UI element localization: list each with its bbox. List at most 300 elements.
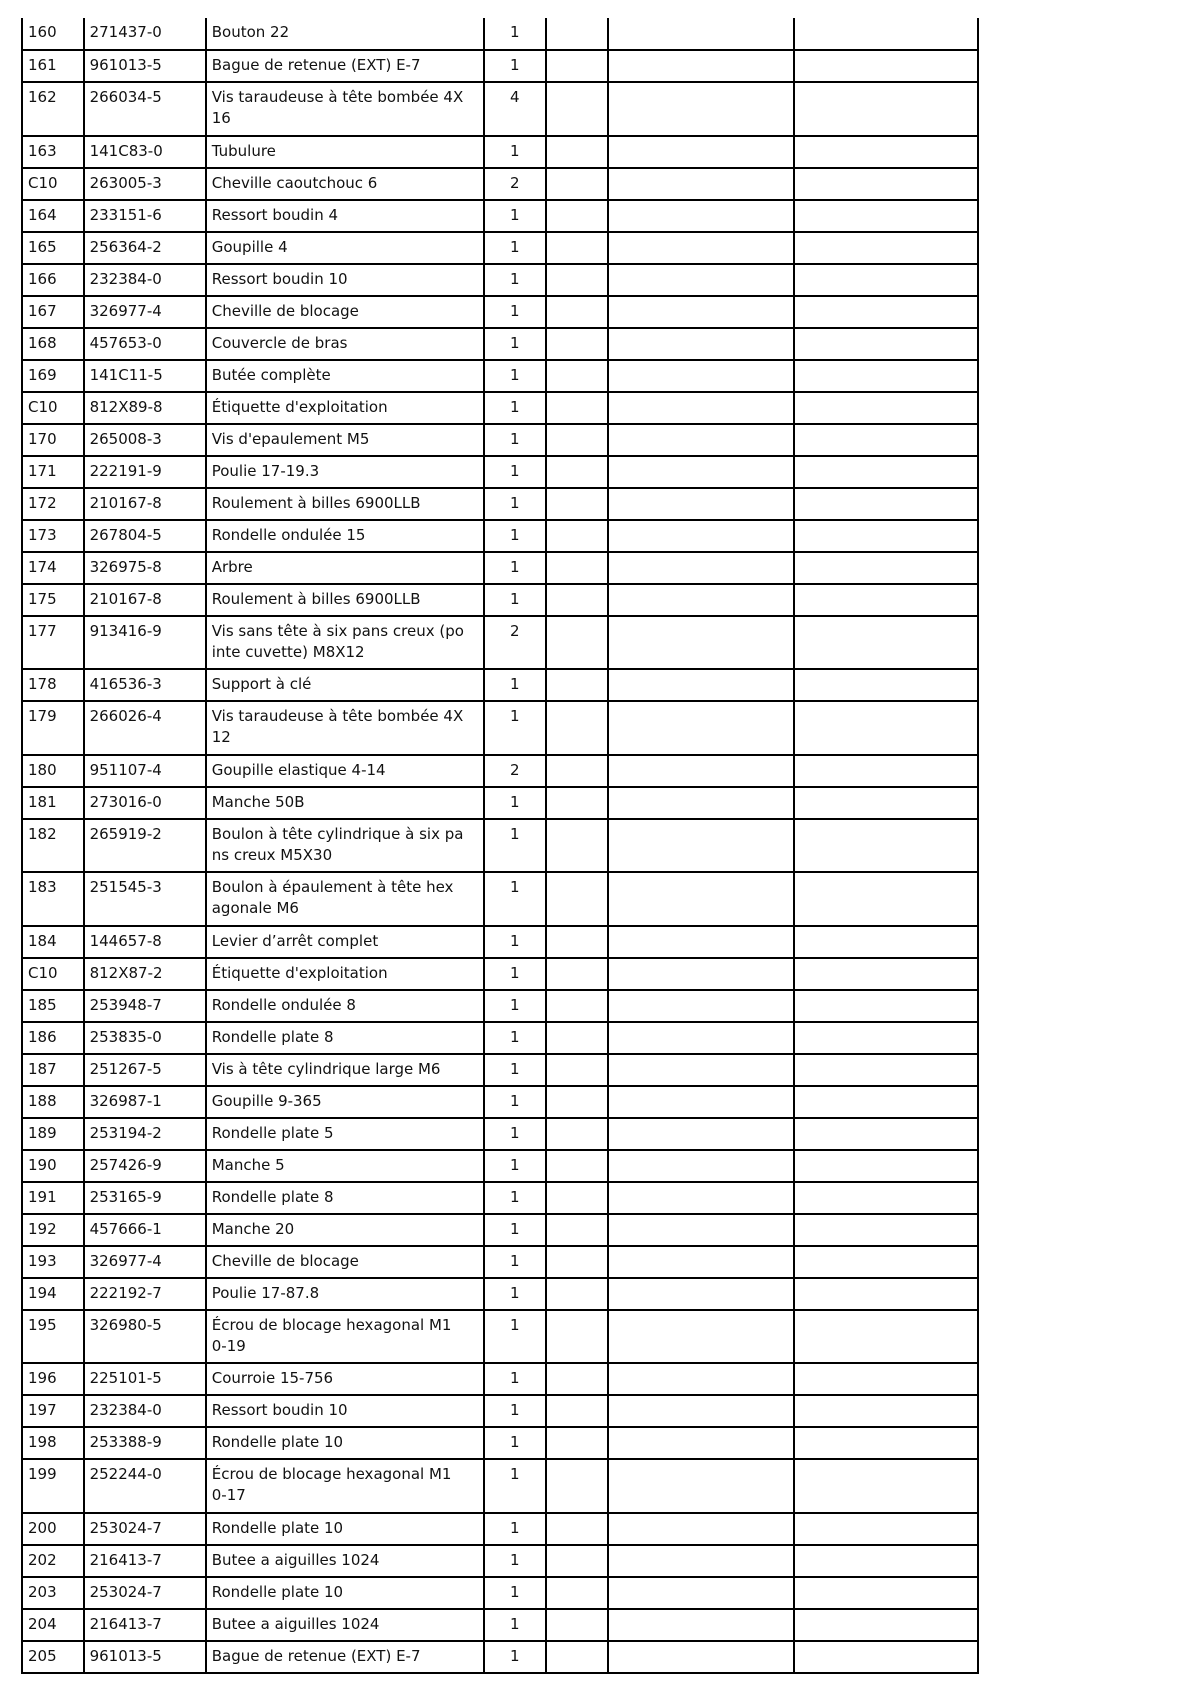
quantity-cell: 2 bbox=[484, 616, 546, 670]
item-number-cell: 185 bbox=[22, 990, 84, 1022]
empty-cell bbox=[794, 1214, 978, 1246]
description-cell: Rondelle plate 8 bbox=[206, 1022, 484, 1054]
quantity-cell: 1 bbox=[484, 18, 546, 50]
item-number-cell: C10 bbox=[22, 958, 84, 990]
description-cell: Bague de retenue (EXT) E-7 bbox=[206, 50, 484, 82]
empty-cell bbox=[546, 456, 609, 488]
quantity-cell: 1 bbox=[484, 1577, 546, 1609]
empty-cell bbox=[794, 200, 978, 232]
part-number-cell: 253948-7 bbox=[84, 990, 206, 1022]
description-cell: Butee a aiguilles 1024 bbox=[206, 1545, 484, 1577]
part-number-cell: 222192-7 bbox=[84, 1278, 206, 1310]
empty-cell bbox=[794, 360, 978, 392]
description-cell: Support à clé bbox=[206, 669, 484, 701]
description-cell: Goupille 4 bbox=[206, 232, 484, 264]
empty-cell bbox=[546, 755, 609, 787]
description-cell: Vis à tête cylindrique large M6 bbox=[206, 1054, 484, 1086]
table-row bbox=[22, 82, 978, 136]
table-row bbox=[22, 958, 978, 990]
quantity-cell: 1 bbox=[484, 424, 546, 456]
quantity-cell: 1 bbox=[484, 296, 546, 328]
empty-cell bbox=[546, 1459, 609, 1513]
empty-cell bbox=[794, 926, 978, 958]
item-number-cell: 169 bbox=[22, 360, 84, 392]
part-number-cell: 257426-9 bbox=[84, 1150, 206, 1182]
quantity-cell: 1 bbox=[484, 232, 546, 264]
empty-cell bbox=[794, 264, 978, 296]
description-cell: Ressort boudin 10 bbox=[206, 1395, 484, 1427]
table-row bbox=[22, 1214, 978, 1246]
empty-cell bbox=[546, 50, 609, 82]
description-cell: Ressort boudin 4 bbox=[206, 200, 484, 232]
description-cell: Vis taraudeuse à tête bombée 4X 16 bbox=[206, 82, 484, 136]
table-row bbox=[22, 136, 978, 168]
empty-cell bbox=[794, 1363, 978, 1395]
empty-cell bbox=[608, 926, 794, 958]
quantity-cell: 1 bbox=[484, 1278, 546, 1310]
empty-cell bbox=[794, 392, 978, 424]
empty-cell bbox=[608, 136, 794, 168]
table-row bbox=[22, 1427, 978, 1459]
part-number-cell: 233151-6 bbox=[84, 200, 206, 232]
item-number-cell: 180 bbox=[22, 755, 84, 787]
empty-cell bbox=[546, 1641, 609, 1673]
empty-cell bbox=[794, 1513, 978, 1545]
empty-cell bbox=[794, 1459, 978, 1513]
description-cell: Rondelle plate 10 bbox=[206, 1513, 484, 1545]
description-cell: Bouton 22 bbox=[206, 18, 484, 50]
item-number-cell: 174 bbox=[22, 552, 84, 584]
empty-cell bbox=[794, 1182, 978, 1214]
empty-cell bbox=[608, 1022, 794, 1054]
table-row bbox=[22, 755, 978, 787]
quantity-cell: 1 bbox=[484, 701, 546, 755]
empty-cell bbox=[794, 552, 978, 584]
item-number-cell: 200 bbox=[22, 1513, 84, 1545]
empty-cell bbox=[608, 1545, 794, 1577]
part-number-cell: 913416-9 bbox=[84, 616, 206, 670]
description-cell: Poulie 17-19.3 bbox=[206, 456, 484, 488]
quantity-cell: 1 bbox=[484, 1310, 546, 1364]
empty-cell bbox=[794, 1118, 978, 1150]
description-cell: Manche 50B bbox=[206, 787, 484, 819]
part-number-cell: 326977-4 bbox=[84, 296, 206, 328]
empty-cell bbox=[608, 264, 794, 296]
item-number-cell: 170 bbox=[22, 424, 84, 456]
empty-cell bbox=[794, 701, 978, 755]
item-number-cell: 205 bbox=[22, 1641, 84, 1673]
description-cell: Manche 5 bbox=[206, 1150, 484, 1182]
description-cell: Cheville de blocage bbox=[206, 296, 484, 328]
description-cell: Butee a aiguilles 1024 bbox=[206, 1609, 484, 1641]
item-number-cell: 183 bbox=[22, 872, 84, 926]
empty-cell bbox=[608, 82, 794, 136]
description-cell: Manche 20 bbox=[206, 1214, 484, 1246]
part-number-cell: 266034-5 bbox=[84, 82, 206, 136]
empty-cell bbox=[608, 424, 794, 456]
empty-cell bbox=[608, 990, 794, 1022]
description-cell: Boulon à tête cylindrique à six pa ns creux M5X30 bbox=[206, 819, 484, 873]
empty-cell bbox=[794, 168, 978, 200]
part-number-cell: 222191-9 bbox=[84, 456, 206, 488]
quantity-cell: 1 bbox=[484, 1022, 546, 1054]
quantity-cell: 1 bbox=[484, 669, 546, 701]
part-number-cell: 812X89-8 bbox=[84, 392, 206, 424]
parts-table bbox=[21, 18, 979, 1674]
empty-cell bbox=[608, 1609, 794, 1641]
part-number-cell: 266026-4 bbox=[84, 701, 206, 755]
empty-cell bbox=[546, 328, 609, 360]
empty-cell bbox=[608, 488, 794, 520]
item-number-cell: 172 bbox=[22, 488, 84, 520]
description-cell: Levier d’arrêt complet bbox=[206, 926, 484, 958]
item-number-cell: 181 bbox=[22, 787, 84, 819]
empty-cell bbox=[794, 669, 978, 701]
parts-table-body bbox=[22, 18, 978, 1673]
description-cell: Rondelle plate 5 bbox=[206, 1118, 484, 1150]
item-number-cell: 204 bbox=[22, 1609, 84, 1641]
quantity-cell: 1 bbox=[484, 1086, 546, 1118]
empty-cell bbox=[546, 1118, 609, 1150]
empty-cell bbox=[546, 296, 609, 328]
part-number-cell: 251545-3 bbox=[84, 872, 206, 926]
table-row bbox=[22, 424, 978, 456]
table-row bbox=[22, 1459, 978, 1513]
quantity-cell: 4 bbox=[484, 82, 546, 136]
description-cell: Rondelle ondulée 8 bbox=[206, 990, 484, 1022]
item-number-cell: 161 bbox=[22, 50, 84, 82]
empty-cell bbox=[794, 872, 978, 926]
empty-cell bbox=[546, 787, 609, 819]
part-number-cell: 141C11-5 bbox=[84, 360, 206, 392]
table-row bbox=[22, 1395, 978, 1427]
empty-cell bbox=[546, 1278, 609, 1310]
empty-cell bbox=[546, 958, 609, 990]
description-cell: Écrou de blocage hexagonal M1 0-19 bbox=[206, 1310, 484, 1364]
table-row bbox=[22, 1118, 978, 1150]
part-number-cell: 252244-0 bbox=[84, 1459, 206, 1513]
table-row bbox=[22, 232, 978, 264]
part-number-cell: 326987-1 bbox=[84, 1086, 206, 1118]
description-cell: Courroie 15-756 bbox=[206, 1363, 484, 1395]
part-number-cell: 256364-2 bbox=[84, 232, 206, 264]
empty-cell bbox=[608, 1054, 794, 1086]
table-row bbox=[22, 1246, 978, 1278]
empty-cell bbox=[608, 1577, 794, 1609]
part-number-cell: 253388-9 bbox=[84, 1427, 206, 1459]
empty-cell bbox=[608, 360, 794, 392]
quantity-cell: 1 bbox=[484, 1363, 546, 1395]
item-number-cell: 193 bbox=[22, 1246, 84, 1278]
quantity-cell: 1 bbox=[484, 1214, 546, 1246]
item-number-cell: C10 bbox=[22, 168, 84, 200]
table-row bbox=[22, 1577, 978, 1609]
description-cell: Butée complète bbox=[206, 360, 484, 392]
item-number-cell: 164 bbox=[22, 200, 84, 232]
empty-cell bbox=[608, 1182, 794, 1214]
table-row bbox=[22, 552, 978, 584]
quantity-cell: 1 bbox=[484, 488, 546, 520]
empty-cell bbox=[608, 1278, 794, 1310]
empty-cell bbox=[608, 819, 794, 873]
empty-cell bbox=[794, 456, 978, 488]
item-number-cell: 188 bbox=[22, 1086, 84, 1118]
item-number-cell: 182 bbox=[22, 819, 84, 873]
description-cell: Rondelle plate 10 bbox=[206, 1577, 484, 1609]
part-number-cell: 141C83-0 bbox=[84, 136, 206, 168]
item-number-cell: 190 bbox=[22, 1150, 84, 1182]
description-cell: Bague de retenue (EXT) E-7 bbox=[206, 1641, 484, 1673]
part-number-cell: 253024-7 bbox=[84, 1577, 206, 1609]
empty-cell bbox=[794, 1278, 978, 1310]
empty-cell bbox=[546, 136, 609, 168]
empty-cell bbox=[546, 1363, 609, 1395]
item-number-cell: C10 bbox=[22, 392, 84, 424]
quantity-cell: 2 bbox=[484, 168, 546, 200]
empty-cell bbox=[794, 819, 978, 873]
part-number-cell: 326977-4 bbox=[84, 1246, 206, 1278]
quantity-cell: 1 bbox=[484, 1545, 546, 1577]
item-number-cell: 187 bbox=[22, 1054, 84, 1086]
empty-cell bbox=[608, 787, 794, 819]
part-number-cell: 253024-7 bbox=[84, 1513, 206, 1545]
quantity-cell: 1 bbox=[484, 990, 546, 1022]
empty-cell bbox=[608, 1363, 794, 1395]
table-row bbox=[22, 1278, 978, 1310]
empty-cell bbox=[608, 616, 794, 670]
quantity-cell: 1 bbox=[484, 958, 546, 990]
empty-cell bbox=[794, 1427, 978, 1459]
part-number-cell: 263005-3 bbox=[84, 168, 206, 200]
part-number-cell: 232384-0 bbox=[84, 1395, 206, 1427]
empty-cell bbox=[608, 18, 794, 50]
table-row bbox=[22, 456, 978, 488]
empty-cell bbox=[608, 584, 794, 616]
quantity-cell: 1 bbox=[484, 456, 546, 488]
empty-cell bbox=[546, 264, 609, 296]
empty-cell bbox=[546, 392, 609, 424]
description-cell: Vis taraudeuse à tête bombée 4X 12 bbox=[206, 701, 484, 755]
empty-cell bbox=[794, 82, 978, 136]
quantity-cell: 1 bbox=[484, 1395, 546, 1427]
item-number-cell: 186 bbox=[22, 1022, 84, 1054]
part-number-cell: 273016-0 bbox=[84, 787, 206, 819]
description-cell: Ressort boudin 10 bbox=[206, 264, 484, 296]
empty-cell bbox=[546, 1214, 609, 1246]
item-number-cell: 177 bbox=[22, 616, 84, 670]
empty-cell bbox=[608, 456, 794, 488]
description-cell: Vis d'epaulement M5 bbox=[206, 424, 484, 456]
quantity-cell: 1 bbox=[484, 1609, 546, 1641]
quantity-cell: 1 bbox=[484, 926, 546, 958]
empty-cell bbox=[794, 1545, 978, 1577]
empty-cell bbox=[608, 958, 794, 990]
item-number-cell: 199 bbox=[22, 1459, 84, 1513]
item-number-cell: 167 bbox=[22, 296, 84, 328]
empty-cell bbox=[794, 958, 978, 990]
empty-cell bbox=[608, 520, 794, 552]
table-row bbox=[22, 1363, 978, 1395]
empty-cell bbox=[794, 584, 978, 616]
empty-cell bbox=[608, 328, 794, 360]
part-number-cell: 326975-8 bbox=[84, 552, 206, 584]
empty-cell bbox=[794, 1310, 978, 1364]
empty-cell bbox=[794, 1641, 978, 1673]
item-number-cell: 163 bbox=[22, 136, 84, 168]
quantity-cell: 1 bbox=[484, 1150, 546, 1182]
part-number-cell: 812X87-2 bbox=[84, 958, 206, 990]
empty-cell bbox=[546, 1577, 609, 1609]
item-number-cell: 192 bbox=[22, 1214, 84, 1246]
table-row bbox=[22, 1310, 978, 1364]
empty-cell bbox=[794, 488, 978, 520]
description-cell: Boulon à épaulement à tête hex agonale M6 bbox=[206, 872, 484, 926]
quantity-cell: 1 bbox=[484, 552, 546, 584]
item-number-cell: 189 bbox=[22, 1118, 84, 1150]
empty-cell bbox=[546, 616, 609, 670]
empty-cell bbox=[608, 392, 794, 424]
quantity-cell: 1 bbox=[484, 1182, 546, 1214]
table-row bbox=[22, 819, 978, 873]
description-cell: Goupille elastique 4-14 bbox=[206, 755, 484, 787]
part-number-cell: 267804-5 bbox=[84, 520, 206, 552]
empty-cell bbox=[608, 1310, 794, 1364]
empty-cell bbox=[546, 872, 609, 926]
item-number-cell: 178 bbox=[22, 669, 84, 701]
quantity-cell: 1 bbox=[484, 1513, 546, 1545]
part-number-cell: 210167-8 bbox=[84, 488, 206, 520]
empty-cell bbox=[546, 1395, 609, 1427]
part-number-cell: 961013-5 bbox=[84, 50, 206, 82]
quantity-cell: 1 bbox=[484, 872, 546, 926]
table-row bbox=[22, 787, 978, 819]
part-number-cell: 144657-8 bbox=[84, 926, 206, 958]
table-row bbox=[22, 1054, 978, 1086]
empty-cell bbox=[794, 424, 978, 456]
empty-cell bbox=[546, 82, 609, 136]
quantity-cell: 1 bbox=[484, 584, 546, 616]
item-number-cell: 171 bbox=[22, 456, 84, 488]
empty-cell bbox=[794, 136, 978, 168]
empty-cell bbox=[608, 552, 794, 584]
item-number-cell: 203 bbox=[22, 1577, 84, 1609]
description-cell: Rondelle plate 10 bbox=[206, 1427, 484, 1459]
item-number-cell: 179 bbox=[22, 701, 84, 755]
empty-cell bbox=[608, 1086, 794, 1118]
quantity-cell: 1 bbox=[484, 392, 546, 424]
empty-cell bbox=[546, 1246, 609, 1278]
quantity-cell: 2 bbox=[484, 755, 546, 787]
table-row bbox=[22, 990, 978, 1022]
quantity-cell: 1 bbox=[484, 520, 546, 552]
quantity-cell: 1 bbox=[484, 1246, 546, 1278]
empty-cell bbox=[794, 1609, 978, 1641]
quantity-cell: 1 bbox=[484, 1427, 546, 1459]
empty-cell bbox=[546, 926, 609, 958]
part-number-cell: 951107-4 bbox=[84, 755, 206, 787]
empty-cell bbox=[794, 296, 978, 328]
empty-cell bbox=[794, 520, 978, 552]
table-row bbox=[22, 669, 978, 701]
quantity-cell: 1 bbox=[484, 1054, 546, 1086]
item-number-cell: 166 bbox=[22, 264, 84, 296]
part-number-cell: 457653-0 bbox=[84, 328, 206, 360]
item-number-cell: 197 bbox=[22, 1395, 84, 1427]
empty-cell bbox=[546, 990, 609, 1022]
description-cell: Rondelle ondulée 15 bbox=[206, 520, 484, 552]
description-cell: Goupille 9-365 bbox=[206, 1086, 484, 1118]
empty-cell bbox=[546, 552, 609, 584]
item-number-cell: 202 bbox=[22, 1545, 84, 1577]
item-number-cell: 196 bbox=[22, 1363, 84, 1395]
empty-cell bbox=[608, 1246, 794, 1278]
empty-cell bbox=[608, 755, 794, 787]
quantity-cell: 1 bbox=[484, 1459, 546, 1513]
part-number-cell: 271437-0 bbox=[84, 18, 206, 50]
empty-cell bbox=[794, 787, 978, 819]
empty-cell bbox=[546, 520, 609, 552]
table-row bbox=[22, 1150, 978, 1182]
quantity-cell: 1 bbox=[484, 200, 546, 232]
table-row bbox=[22, 1182, 978, 1214]
description-cell: Étiquette d'exploitation bbox=[206, 958, 484, 990]
part-number-cell: 216413-7 bbox=[84, 1545, 206, 1577]
item-number-cell: 165 bbox=[22, 232, 84, 264]
empty-cell bbox=[546, 584, 609, 616]
quantity-cell: 1 bbox=[484, 819, 546, 873]
empty-cell bbox=[546, 1086, 609, 1118]
quantity-cell: 1 bbox=[484, 50, 546, 82]
empty-cell bbox=[794, 1054, 978, 1086]
empty-cell bbox=[608, 200, 794, 232]
empty-cell bbox=[608, 872, 794, 926]
part-number-cell: 232384-0 bbox=[84, 264, 206, 296]
part-number-cell: 251267-5 bbox=[84, 1054, 206, 1086]
empty-cell bbox=[546, 18, 609, 50]
empty-cell bbox=[608, 1513, 794, 1545]
part-number-cell: 210167-8 bbox=[84, 584, 206, 616]
table-row bbox=[22, 616, 978, 670]
part-number-cell: 416536-3 bbox=[84, 669, 206, 701]
part-number-cell: 253835-0 bbox=[84, 1022, 206, 1054]
description-cell: Roulement à billes 6900LLB bbox=[206, 584, 484, 616]
table-row bbox=[22, 328, 978, 360]
description-cell: Poulie 17-87.8 bbox=[206, 1278, 484, 1310]
table-row bbox=[22, 296, 978, 328]
empty-cell bbox=[794, 1246, 978, 1278]
item-number-cell: 162 bbox=[22, 82, 84, 136]
description-cell: Étiquette d'exploitation bbox=[206, 392, 484, 424]
part-number-cell: 253194-2 bbox=[84, 1118, 206, 1150]
table-row bbox=[22, 360, 978, 392]
empty-cell bbox=[794, 1022, 978, 1054]
empty-cell bbox=[794, 755, 978, 787]
empty-cell bbox=[546, 819, 609, 873]
table-row bbox=[22, 18, 978, 50]
empty-cell bbox=[608, 1395, 794, 1427]
empty-cell bbox=[794, 232, 978, 264]
empty-cell bbox=[608, 50, 794, 82]
part-number-cell: 216413-7 bbox=[84, 1609, 206, 1641]
empty-cell bbox=[546, 1513, 609, 1545]
empty-cell bbox=[794, 616, 978, 670]
table-row bbox=[22, 872, 978, 926]
quantity-cell: 1 bbox=[484, 1118, 546, 1150]
description-cell: Tubulure bbox=[206, 136, 484, 168]
empty-cell bbox=[608, 669, 794, 701]
empty-cell bbox=[546, 1545, 609, 1577]
empty-cell bbox=[794, 328, 978, 360]
